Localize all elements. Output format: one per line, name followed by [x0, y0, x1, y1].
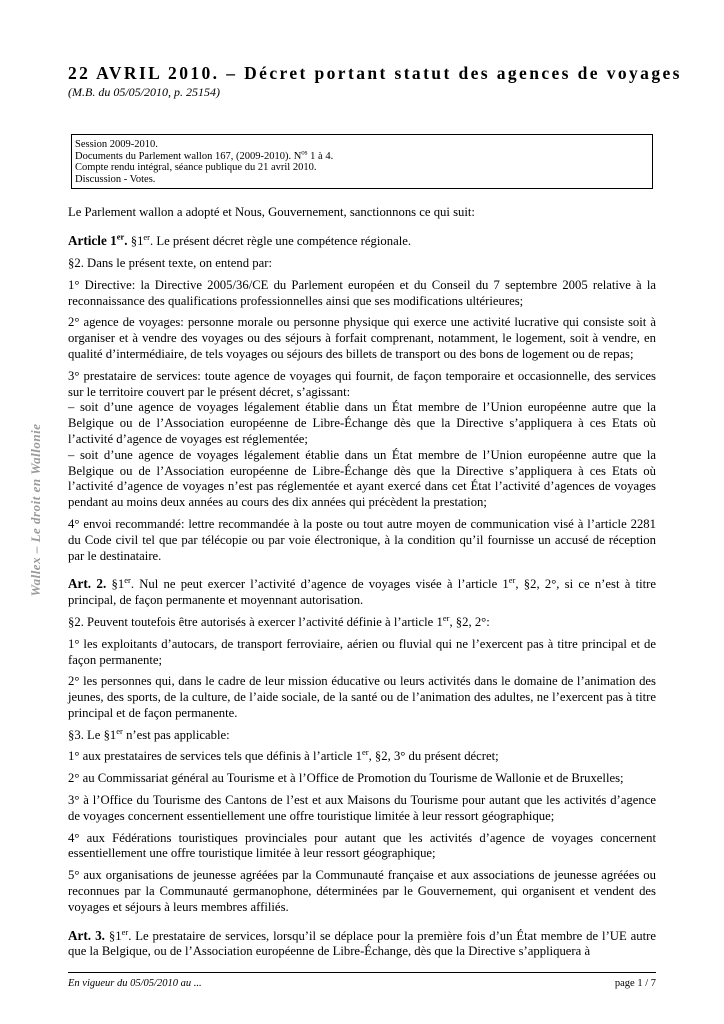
article-2-paragraph-3: §3. Le §1er n’est pas applicable: — [68, 725, 230, 742]
session-line: Documents du Parlement wallon 167, (2009-2010). $N^{os}$ 1 à 4. — [75, 148, 334, 162]
preamble: Le Parlement wallon a adopté et Nous, Gouvernement, sanctionnons ce qui suit: — [68, 205, 475, 220]
side-watermark-text: Wallex – Le droit en Wallonie — [28, 423, 43, 597]
document-page — [68, 62, 682, 966]
document-title: 22 AVRIL 2010. – Décret portant statut des agences de voyages — [68, 63, 682, 83]
definition-item: 1° Directive: la Directive 2005/36/CE du Parlement européen et du Conseil du 7 septembre 2005 relative à la reconnaissance des qualifications professionnelles ainsi que ses modifications ultérieures; — [68, 277, 656, 308]
article-heading: Art. 2. — [68, 576, 107, 592]
document-body — [68, 205, 656, 960]
validity-note: En vigueur du 05/05/2010 au ... — [68, 978, 202, 989]
list-item: 2° au Commissariat général au Tourisme et à l’Office de Promotion du Tourisme de Wallonie et de Bruxelles; — [68, 771, 624, 786]
article-1-paragraph-1: Article 1er. §1er. Le présent décret règle une compétence régionale. — [68, 231, 412, 249]
session-line: Session 2009-2010. — [75, 139, 158, 150]
list-item: 1° les exploitants d’autocars, de transport ferroviaire, aérien ou fluvial qui ne l’exercent pas à titre principal et de façon permanente; — [68, 636, 656, 667]
session-line: Compte rendu intégral, séance publique du 21 avril 2010. — [75, 162, 317, 174]
definition-subitem: – soit d’une agence de voyages légalement établie dans un État membre de l’Union européenne autre que la Belgique ou de l’Association européenne de Libre-Échange dès que la Directive s’appliquera à ces Etats où l’activité d’agence de voyages n’est pas réglementée et ayant exercé dans cet État l’activité d’agences de voyages pendant au moins deux années au cours des dix années qui précèdent la prestation; — [68, 447, 656, 510]
list-item: 1° aux prestataires de services tels que définis à l’article 1er, §2, 3° du présent décret; — [68, 747, 499, 764]
session-line: Discussion - Votes. — [75, 173, 156, 185]
session-box — [71, 134, 653, 189]
article-heading: Art. 3. — [68, 927, 105, 943]
definition-item: 2° agence de voyages: personne morale ou personne physique qui exerce une activité lucrative qui consiste soit à organiser et à vendre des voyages ou des séjours à forfait comprenant, notamment, le logement, soit à vendre, en qualité d’intermédiaire, de tels voyages ou séjours des billets de transport ou des bons de logement ou de repas; — [68, 315, 656, 361]
moniteur-reference: (M.B. du 05/05/2010, p. 25154) — [68, 85, 220, 99]
article-3-paragraph-1: Art. 3. §1er. Le prestataire de services, lorsqu’il se déplace pour la première fois d’un État membre de l’UE autre que la Belgique, ou de l’Association européenne de Libre-Échange, dès que la Directive s’appliquera à — [68, 926, 656, 959]
page-number: page 1 / 7 — [614, 978, 656, 989]
article-1-paragraph-2: §2. Dans le présent texte, on entend par: — [68, 255, 272, 270]
article-2-paragraph-2: §2. Peuvent toutefois être autorisés à exercer l’activité définie à l’article 1er, §2, 2°: — [68, 612, 490, 629]
list-item: 5° aux organisations de jeunesse agréées par la Communauté française et aux associations de jeunesse agréées ou reconnues par la Communauté germanophone, déterminées par le Gouvernement, qui organisent et vendent des voyages et séjours à leurs membres affiliés. — [68, 868, 656, 914]
list-item: 2° les personnes qui, dans le cadre de leur mission éducative ou leurs activités dans le domaine de l’animation des jeunes, des sports, de la culture, de l’aide sociale, de la santé ou de l’animation des adultes, ne l’exercent pas à titre principal et de façon permanente. — [68, 674, 656, 720]
definition-item: 3° prestataire de services: toute agence de voyages qui fournit, de façon temporaire et occasionnelle, des services sur le territoire couvert par le présent décret, s’agissant: — [68, 368, 656, 399]
article-2-paragraph-1: Art. 2. §1er. Nul ne peut exercer l’activité d’agence de voyages visée à l’article 1er, §2, 2°, si ce n’est à titre principal, de façon permanente et moyennant autorisation. — [68, 575, 657, 608]
page-footer — [68, 972, 656, 989]
side-watermark — [6, 410, 66, 610]
definition-subitem: – soit d’une agence de voyages légalement établie dans un État membre de l’Union européenne autre que la Belgique ou de l’Association européenne de Libre-Échange dès que la Directive s’appliquera à ces Etats où l’activité d’agence de voyages est réglementée; — [68, 400, 656, 446]
definition-item: 4° envoi recommandé: lettre recommandée à la poste ou tout autre moyen de communication visé à l’article 2281 du Code civil tel que par télécopie ou par voie électronique, à la condition qu’il fournisse un accusé de réception par le destinataire. — [68, 516, 656, 563]
list-item: 3° à l’Office du Tourisme des Cantons de l’est et aux Maisons du Tourisme pour autant que les activités d’agence de voyages concernent essentiellement une offre touristique limitée à leur ressort géographique; — [68, 793, 656, 823]
list-item: 4° aux Fédérations touristiques provinciales pour autant que les activités d’agence de voyages concernent essentiellement une offre touristique limitée à leur ressort géographique; — [68, 830, 656, 861]
article-heading: Article 1er. — [68, 231, 128, 249]
